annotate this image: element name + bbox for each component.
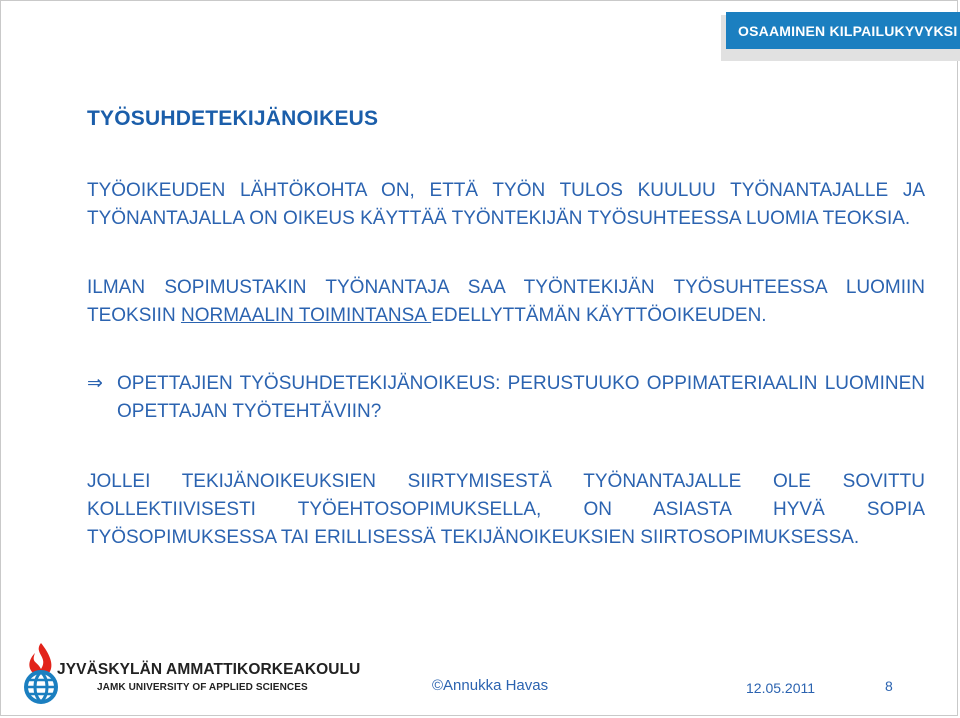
slide-title: TYÖSUHDETEKIJÄNOIKEUS — [87, 107, 379, 130]
paragraph-work-result: TYÖOIKEUDEN LÄHTÖKOHTA ON, ETTÄ TYÖN TULOS KUULUU TYÖNANTAJALLE JA TYÖNANTAJALLA ON OIKEUS KÄYTTÄÄ TYÖNTEKIJÄN TYÖSUHTEESSA LUOMIA TEOKSIA. — [87, 180, 925, 229]
bullet-text: OPETTAJIEN TYÖSUHDETEKIJÄNOIKEUS: PERUSTUUKO OPPIMATERIAALIN LUOMINEN OPETTAJAN TYÖTEHTÄVIIN? — [117, 373, 925, 422]
header-badge: OSAAMINEN KILPAILUKYVYKSI — [726, 12, 960, 49]
paragraph-usage-right-text-2: EDELLYTTÄMÄN KÄYTTÖOIKEUDEN. — [431, 305, 767, 326]
logo-globe-equator — [26, 680, 56, 694]
logo-subtitle: JAMK UNIVERSITY OF APPLIED SCIENCES — [97, 682, 308, 693]
logo-emblem — [26, 643, 56, 702]
paragraph-usage-right-text-1: ILMAN SOPIMUSTAKIN TYÖNANTAJA SAA TYÖNTEKIJÄN TYÖSUHTEESSA LUOMIIN TEOKSIIN — [87, 277, 925, 326]
bullet-teachers-question — [87, 370, 925, 426]
paragraph-usage-right — [87, 274, 925, 330]
footer-author: ©Annukka Havas — [432, 677, 549, 694]
logo-flame — [29, 643, 51, 673]
footer-date: 12.05.2011 — [746, 680, 816, 696]
paragraph-agreement: JOLLEI TEKIJÄNOIKEUKSIEN SIIRTYMISESTÄ TYÖNANTAJALLE OLE SOVITTU KOLLEKTIIVISESTI TYÖEHTOSOPIMUKSELLA, ON ASIASTA HYVÄ SOPIA TYÖSOPIMUKSESSA TAI ERILLISESSÄ TEKIJÄNOIKEUKSIEN SIIRTOSOPIMUKSESSA. — [87, 471, 925, 548]
logo-name: JYVÄSKYLÄN AMMATTIKORKEAKOULU — [57, 661, 361, 678]
page-number: 8 — [885, 678, 893, 694]
underlined-phrase: NORMAALIN TOIMINTANSA — [180, 305, 432, 326]
double-arrow-icon: ⇒ — [87, 373, 103, 394]
